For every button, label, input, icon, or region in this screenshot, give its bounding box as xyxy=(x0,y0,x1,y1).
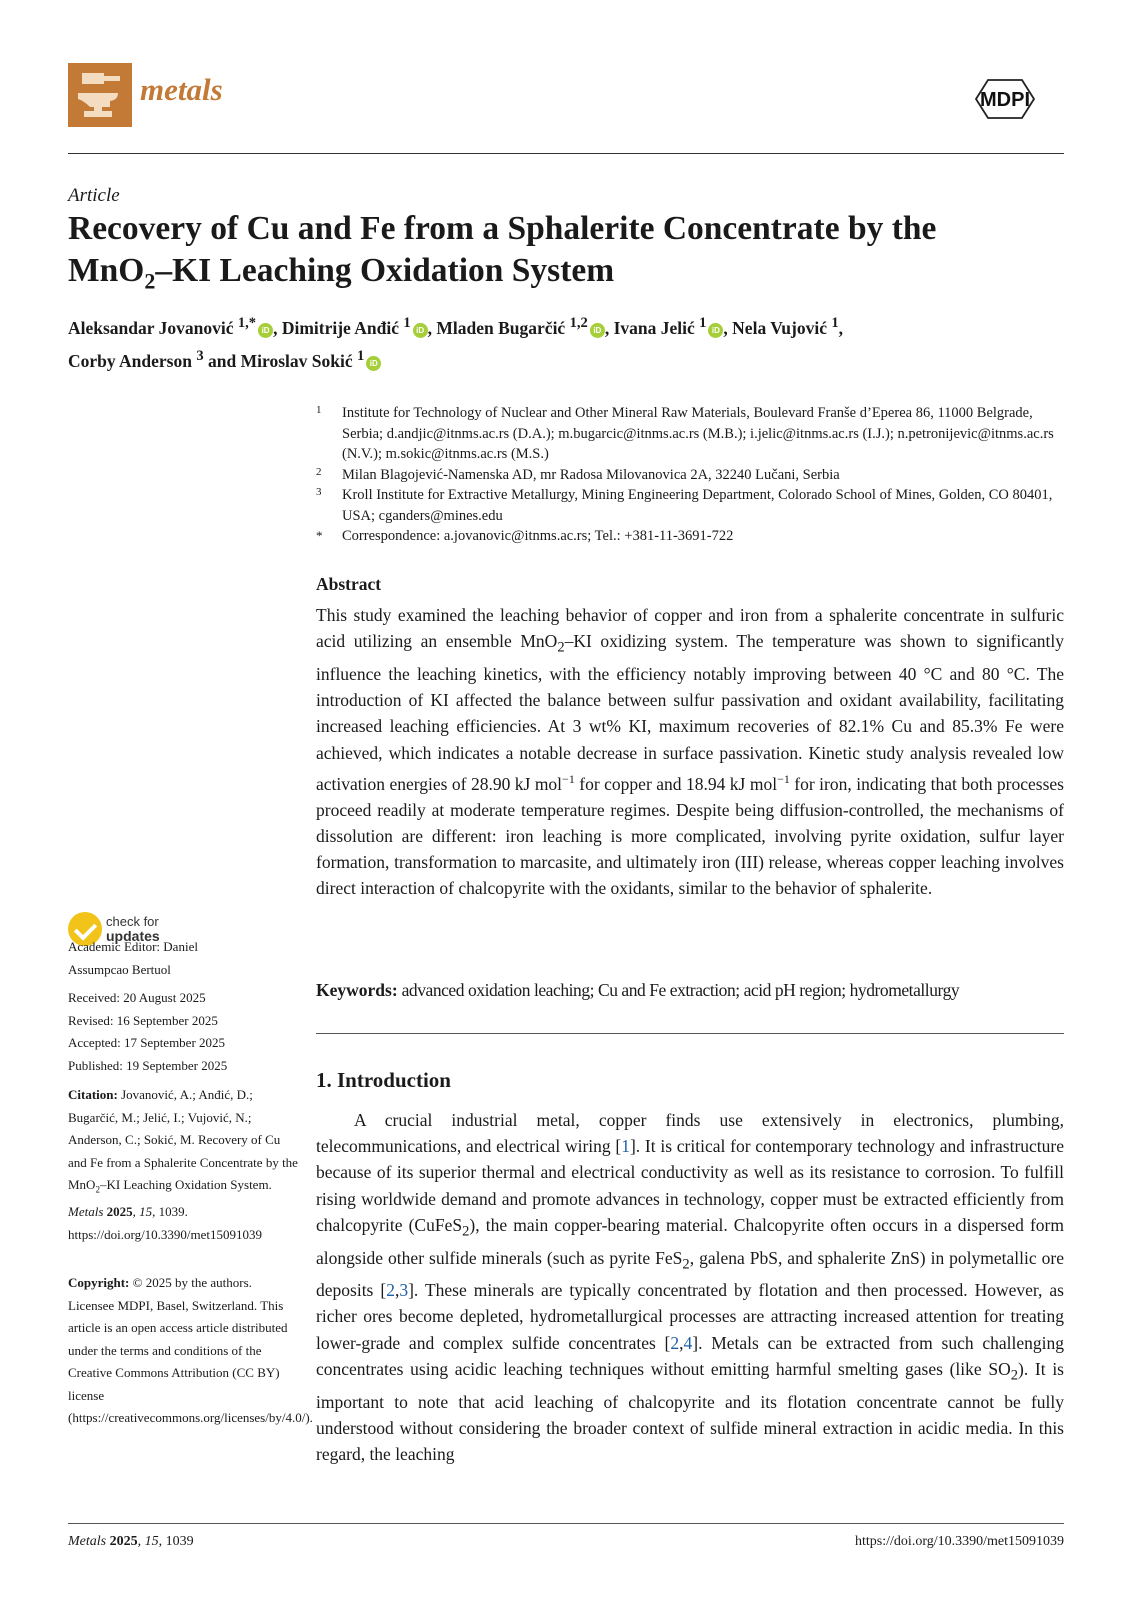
journal-logo xyxy=(68,63,132,127)
section-heading-introduction: 1. Introduction xyxy=(316,1068,451,1092)
publisher-name: MDPI xyxy=(980,89,1030,111)
abstract-text: This study examined the leaching behavior of copper and iron from a sphalerite concentrate in sulfuric acid utilizing an ensemble MnO$_2$–KI oxidizing system. The temperature was shown to significantly influence the leaching kinetics, with the efficiency notably improving between 40 °C and 80 °C. The introduction of KI affected the balance between sulfur passivation and oxidant availability, facilitating increased leaching efficiencies. At 3 wt% KI, maximum recoveries of 82.1% Cu and 85.3% Fe were achieved, which indicates a notable decrease in surface passivation. Kinetic study analysis revealed low activation energies of 28.90 kJ mol$^{-1}$ for copper and 18.94 kJ mol$^{-1}$ for iron, indicating that both processes proceed readily at moderate temperature regimes. Despite being diffusion-controlled, the mechanisms of dissolution are different: iron leaching is more complicated, involving pyrite oxidation, sulfur layer formation, transformation to marcasite, and ultimately iron (III) release, whereas copper leaching involves direct interaction of chalcopyrite with the oxidants, similar to the behavior of sphalerite. xyxy=(316,605,1064,899)
copyright-block: Copyright: © 2025 by the authors. Licensee MDPI, Basel, Switzerland. This article is an open access article distributed under the terms and conditions of the Creative Commons Attribution (CC BY) license (https://creativecommons.org/licenses/by/4.0/). xyxy=(68,1275,313,1425)
author-name: Miroslav Sokić xyxy=(240,350,353,371)
author-name: Ivana Jelić xyxy=(613,317,695,338)
citation-link[interactable]: 1 xyxy=(621,1136,630,1157)
citation-link[interactable]: 4 xyxy=(683,1332,693,1353)
article-type: Article xyxy=(68,185,120,206)
header-divider xyxy=(68,153,1064,154)
orcid-icon[interactable]: iD xyxy=(258,323,273,338)
orcid-icon[interactable]: iD xyxy=(590,323,605,338)
author-name: Mladen Bugarčić xyxy=(436,317,566,338)
author-name: Dimitrije Anđić xyxy=(281,317,399,338)
abstract-heading: Abstract xyxy=(316,574,382,594)
section-divider xyxy=(316,1033,1064,1034)
author-name: Aleksandar Jovanović xyxy=(68,317,234,338)
affiliation-item: 1 Institute for Technology of Nuclear and Other Mineral Raw Materials, Boulevard Franše d’Eperea 86, 11000 Belgrade, Serbia; d.andjic@itnms.ac.rs (D.A.); m.bugarcic@itnms.ac.rs (M.B.); i.jelic@itnms.ac.rs (I.J.); n.petronijevic@itnms.ac.rs (N.V.); m.sokic@itnms.ac.rs (M.S.) xyxy=(316,404,1054,462)
introduction-text: A crucial industrial metal, copper finds use extensively in electronics, plumbing, telecommunications, and electrical wiring [1]. It is critical for contemporary technology and infrastructure because of its superior thermal and electrical conductivity as well as its resistance to corrosion. To fulfill rising worldwide demand and promote advances in technology, copper must be extracted efficiently from chalcopyrite (CuFeS$_2$), the main copper-bearing material. Chalcopyrite often occurs in a dispersed form alongside other sulfide minerals (such as pyrite FeS$_2$, galena PbS, and sphalerite ZnS) in polymetallic ore deposits [2,3]. These minerals are typically concentrated by flotation and then processed. However, as richer ores become depleted, hydrometallurgical processes are attracting increased attention for treating lower-grade and complex sulfide concentrates [2,4]. Metals can be extracted from such challenging concentrates using acidic leaching techniques without emitting harmful smelting gases (like $SO_2$). It is important to note that acid leaching of chalcopyrite and its flotation concentrate cannot be fully understood without considering the broader context of sulfide mineral extraction in acidic media. In this regard, the leaching xyxy=(316,1110,1065,1464)
affiliations xyxy=(316,403,1064,547)
publication-dates: Received: 20 August 2025 Revised: 16 September 2025 Accepted: 17 September 2025 Published: 19 September 2025 xyxy=(68,990,228,1073)
check-for-updates-badge[interactable]: check for updates xyxy=(68,912,160,946)
author-name: Nela Vujović xyxy=(732,317,827,338)
footer-citation: Metals 2025, 15, 1039 xyxy=(68,1534,194,1549)
keywords: Keywords: advanced oxidation leaching; Cu and Fe extraction; acid pH region; hydrometallurgy xyxy=(316,980,960,1000)
affiliation-item: 3 Kroll Institute for Extractive Metallurgy, Mining Engineering Department, Colorado School of Mines, Golden, CO 80401, USA; cganders@mines.edu xyxy=(316,486,1053,524)
footer-divider xyxy=(68,1523,1064,1524)
academic-editor: Academic Editor: Daniel Assumpcao Bertuol xyxy=(68,939,198,977)
journal-name[interactable]: metals xyxy=(140,72,223,107)
citation-link[interactable]: 3 xyxy=(399,1280,409,1301)
anvil-hammer-icon xyxy=(68,63,132,127)
article-title: Recovery of Cu and Fe from a Sphalerite Concentrate by the MnO$_2$–KI Leaching Oxidation System xyxy=(68,210,937,294)
author-list: Aleksandar Jovanović $^{1,*}$ iD , Dimitrije Anđić $^1$ iD , Mladen Bugarčić $^{1,2}$ iD , Ivana Jelić $^1$ iD , Nela Vujović $^1$, Corby Anderson $^3$ and Miroslav Sokić $^1$ iD xyxy=(68,315,844,371)
orcid-icon[interactable]: iD xyxy=(366,356,381,371)
publisher-logo[interactable] xyxy=(966,74,1044,124)
orcid-icon[interactable]: iD xyxy=(413,323,428,338)
citation-link[interactable]: 2 xyxy=(670,1332,680,1353)
author-name: Corby Anderson xyxy=(68,350,192,371)
orcid-icon[interactable]: iD xyxy=(708,323,723,338)
citation-link[interactable]: 2 xyxy=(386,1280,395,1301)
citation-block: Citation: Jovanović, A.; Anđić, D.; Bugarčić, M.; Jelić, I.; Vujović, N.; Anderson, C.; Sokić, M. Recovery of Cu and Fe from a Sphalerite Concentrate by the MnO$_2$–KI Leaching Oxidation System. Metals 2025, 15, 1039. https://doi.org/10.3390/met15091039 xyxy=(68,1087,298,1242)
correspondence: * Correspondence: a.jovanovic@itnms.ac.rs; Tel.: +381-11-3691-722 xyxy=(316,528,734,544)
footer-doi-link[interactable]: https://doi.org/10.3390/met15091039 xyxy=(855,1534,1064,1549)
affiliation-item: 2 Milan Blagojević-Namenska AD, mr Radosa Milovanovica 2A, 32240 Lučani, Serbia xyxy=(316,465,840,483)
